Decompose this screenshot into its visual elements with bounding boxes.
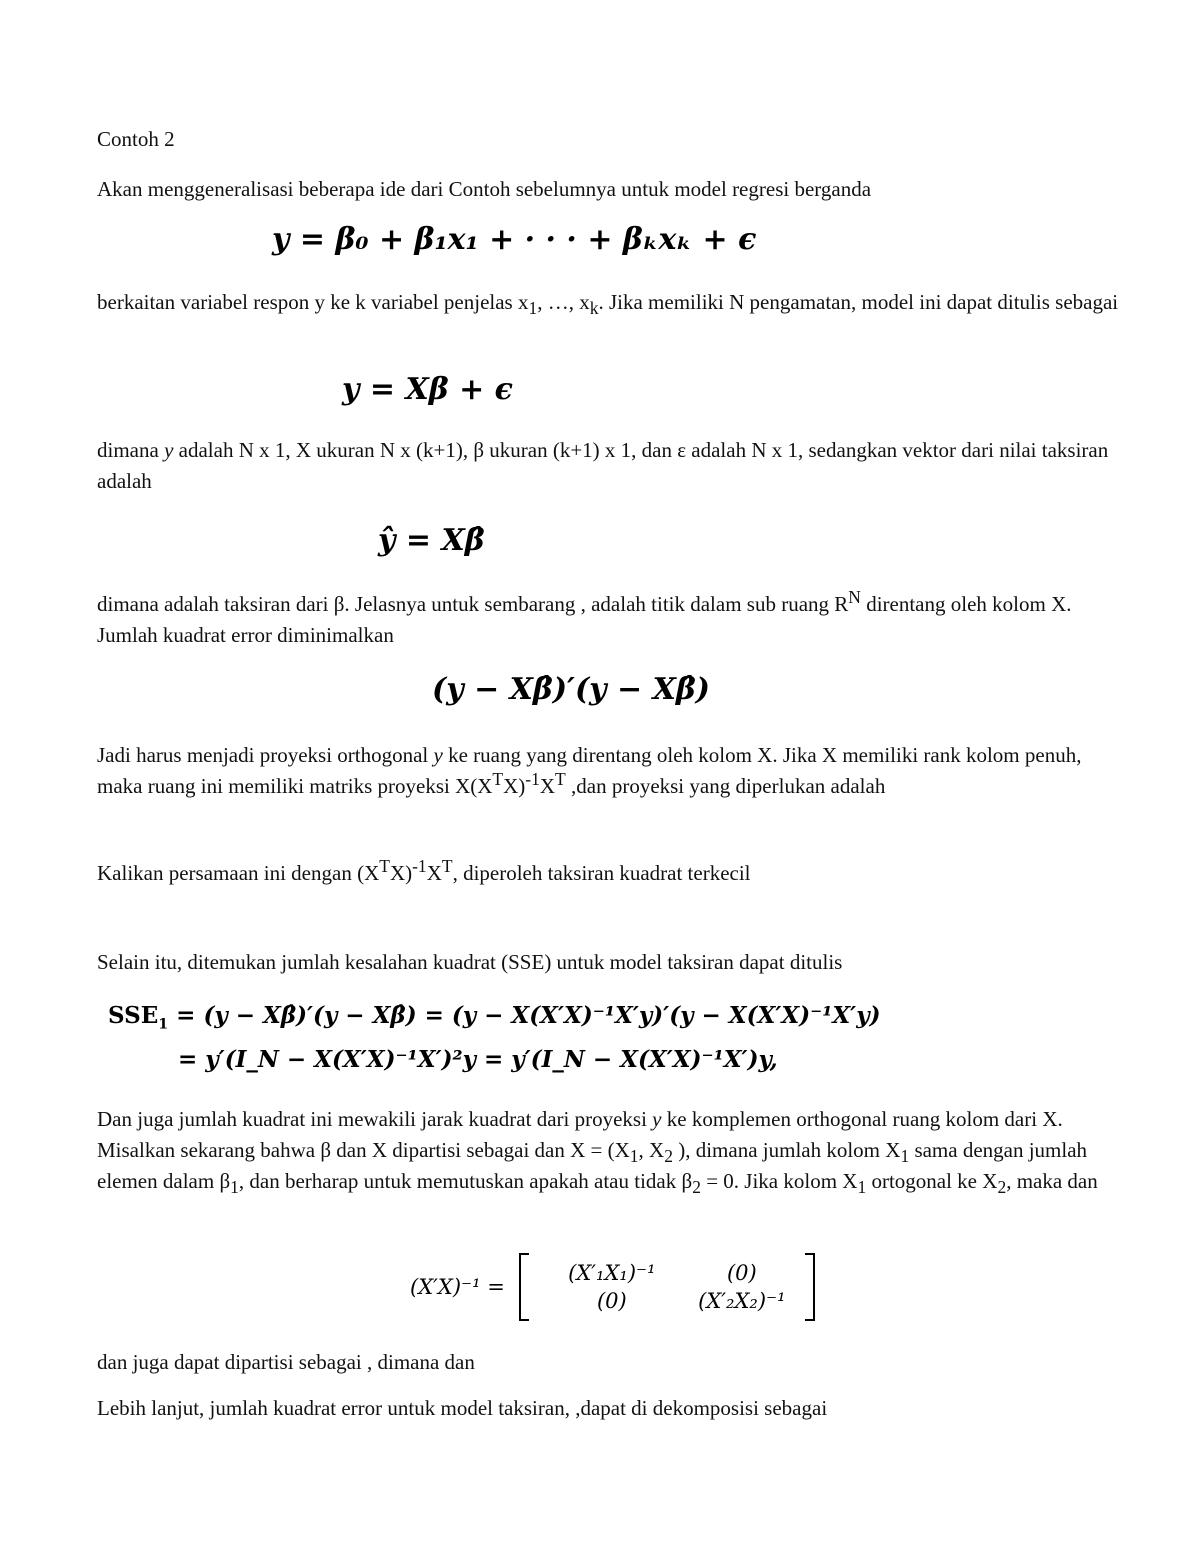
equation-matrix-model: y = Xβ + ϵ	[342, 372, 513, 407]
paragraph-least-squares: Kalikan persamaan ini dengan $(X^TX)^{-1}X^T$, diperoleh taksiran kuadrat terkecil	[97, 856, 751, 885]
right-bracket	[805, 1253, 815, 1321]
matrix-cell-12: (0)	[726, 1261, 757, 1285]
left-bracket	[519, 1253, 529, 1321]
paragraph-sse-intro: Selain itu, ditemukan jumlah kesalahan kuadrat (SSE) untuk model taksiran dapat ditulis	[97, 950, 843, 974]
paragraph-dimensions: dimana y adalah N x 1, X ukuran N x (k+1), β ukuran (k+1) x 1, dan ε adalah N x 1, sedangkan vektor dari nilai taksiran adalah	[97, 438, 1109, 493]
equation-sse-line2: = y′(I_N − X(X′X)⁻¹X′)²y = y′(I_N − X(X′X)⁻¹X′)y,	[178, 1046, 778, 1073]
paragraph-decomposition: Lebih lanjut, jumlah kuadrat error untuk model taksiran, ,dapat di dekomposisi sebagai	[97, 1396, 828, 1420]
equation-block-matrix	[410, 1253, 815, 1321]
equation-regression-model: y = β₀ + β₁x₁ + · · · + βₖxₖ + ϵ	[272, 222, 757, 257]
equation-fitted-values: ŷ = Xβ̂	[378, 523, 485, 558]
paragraph-estimate: dimana adalah taksiran dari β. Jelasnya untuk sembarang , adalah titik dalam sub ruang $R^N$ direntang oleh kolom X. Jumlah kuadrat error diminimalkan	[97, 587, 1072, 647]
matrix-cell-22: (X′₂X₂)⁻¹	[698, 1289, 786, 1313]
paragraph-beta-partition: dan juga dapat dipartisi sebagai , dimana dan	[97, 1350, 475, 1374]
matrix-cells	[529, 1261, 805, 1313]
equation-squared-error: (y − Xβ̂)′(y − Xβ̂)	[432, 672, 710, 707]
intro-paragraph: Akan menggeneralisasi beberapa ide dari Contoh sebelumnya untuk model regresi berganda	[97, 177, 872, 201]
matrix-cell-21: (0)	[596, 1289, 627, 1313]
heading: Contoh 2	[97, 127, 175, 151]
matrix-cell-11: (X′₁X₁)⁻¹	[568, 1261, 656, 1285]
paragraph-partition: Dan juga jumlah kuadrat ini mewakili jarak kuadrat dari proyeksi y ke komplemen orthogonal ruang kolom dari X. Misalkan sekarang bahwa β dan X dipartisi sebagai dan $X = (X_1$, $X_2$ ), dimana jumlah kolom $X_1$ sama dengan jumlah elemen dalam $\beta_1$, dan berharap untuk memutuskan apakah atau tidak $\beta_2 = 0$. Jika kolom $X_1$ ortogonal ke $X_2$, maka dan	[97, 1107, 1098, 1198]
equation-sse-line1: $SSE_1 = (y$ − Xβ̂)′(y − Xβ̂) = (y − X(X′X)⁻¹X′y)′(y − X(X′X)⁻¹X′y)	[108, 1002, 881, 1033]
paragraph-projection: Jadi harus menjadi proyeksi orthogonal y ke ruang yang direntang oleh kolom X. Jika X memiliki rank kolom penuh, maka ruang ini memiliki matriks proyeksi $X(X^TX)^{-1}X^T$ ,dan proyeksi yang diperlukan adalah	[97, 743, 1082, 798]
matrix-lhs: (X′X)⁻¹ =	[410, 1275, 505, 1299]
paragraph-variables: berkaitan variabel respon y ke k variabel penjelas $x_1$, …, $x_k$. Jika memiliki N pengamatan, model ini dapat ditulis sebagai	[97, 290, 1119, 319]
